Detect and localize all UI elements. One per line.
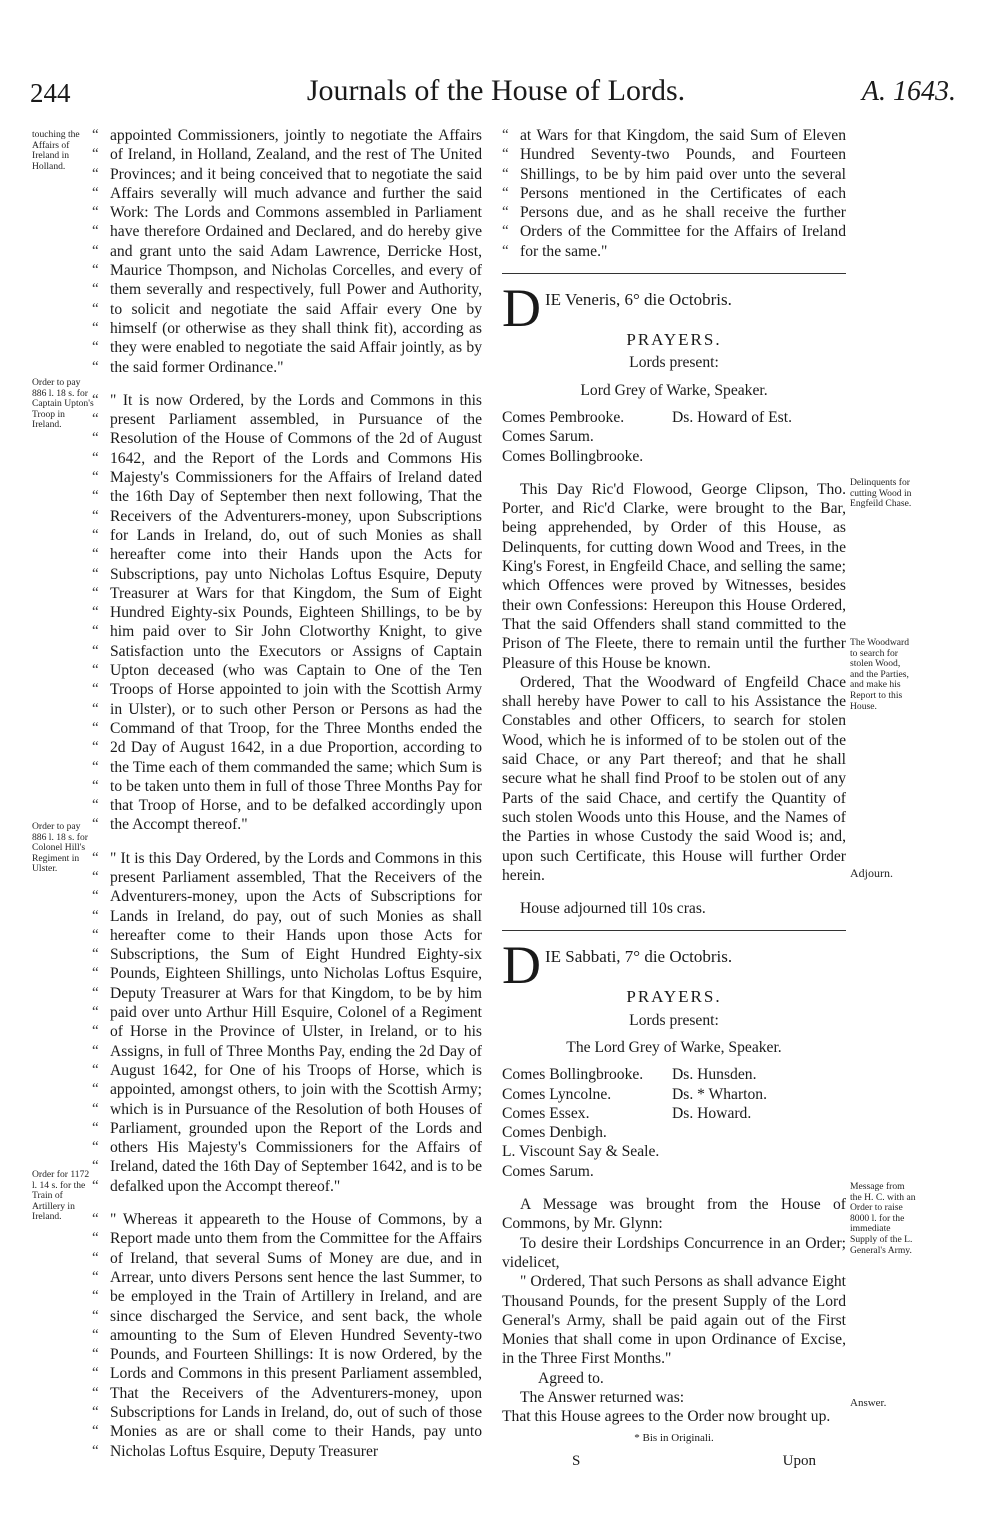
member: Comes Bollingbrooke. <box>502 1066 644 1084</box>
divider <box>502 930 846 931</box>
margin-note-ireland-holland: touching the Affairs of Ireland in Holland. <box>32 129 80 172</box>
margin-note-artillery: Order for 1172 l. 14 s. for the Train of Artillery in Ireland. <box>32 1169 90 1223</box>
message-intro: A Message was brought from the House of Commons, by Mr. Glynn: <box>502 1196 846 1233</box>
quote-marks: “ “ “ “ “ “ “ “ “ “ “ “ “ “ “ “ “ “ “ “ “ “ “ <box>92 391 99 833</box>
lords-present: Lords present: <box>629 354 719 372</box>
catchwords <box>502 1448 846 1471</box>
right-column <box>502 126 846 1471</box>
member: Ds. Hunsden. <box>672 1066 757 1084</box>
signature-mark: S <box>572 1452 581 1469</box>
year: A. 1643. <box>861 76 956 107</box>
order-text: " Ordered, That such Persons as shall advance Eight Thousand Pounds, for the present Supply of the Lord General's Army, shall be paid again out of the First Monies that shall come in upon Ordinance of Excise, in the Three First Months." <box>502 1273 846 1368</box>
delinquents-paragraph: This Day Ric'd Flowood, George Clipson, Tho. Porter, and Ric'd Clarke, were brought to the Bar, being apprehended, by Order of this House, as Delinquents, for cutting down Wood and Trees, in the King's Forest, in Engfeild Chace, and selling the same; which Offences were proved by Witnesses, besides their own Confessions: Hereupon this House Ordered, That the said Offenders shall stand committed to the Prison of The Fleete, there to remain until the further Pleasure of this House be known. <box>502 480 846 672</box>
member-viscount: L. Viscount Say & Seale. <box>502 1143 660 1161</box>
member: Comes Bollingbrooke. <box>502 447 644 465</box>
margin-note-answer: Answer. <box>850 1397 887 1409</box>
sitting-saturday <box>502 935 846 1426</box>
speaker: Lord Grey of Warke, Speaker. <box>580 381 768 399</box>
artillery-continuation <box>502 126 846 261</box>
left-column <box>92 126 482 1461</box>
member: Comes Denbigh. <box>502 1124 607 1142</box>
artillery-order-paragraph <box>92 1210 482 1461</box>
margin-note-adjourn: Adjourn. <box>850 866 893 880</box>
member: Comes Essex. <box>502 1104 590 1122</box>
margin-note-delinquents: Delinquents for cutting Wood in Engfeild Chase. <box>850 477 912 510</box>
speaker: The Lord Grey of Warke, Speaker. <box>566 1038 782 1056</box>
member: Comes Sarum. <box>502 428 594 446</box>
divider <box>502 273 846 274</box>
running-title: Journals of the House of Lords. <box>306 74 686 107</box>
upton-order-paragraph <box>92 391 482 835</box>
continuation-text: at Wars for that Kingdom, the said Sum of Eleven Hundred Seventy-two Pounds, and Fourteen Shillings, to be by him paid over unto the several Persons mentioned in the Certificates of each Persons due, and as he shall receive the further Orders of the Committee for the Affairs of Ireland for the same." <box>520 127 846 260</box>
sitting-friday <box>502 278 846 918</box>
quote-marks: “ “ “ “ “ “ “ <box>502 127 509 259</box>
agreed-to: Agreed to. <box>538 1369 604 1387</box>
footnote: * Bis in Originali. <box>634 1431 714 1444</box>
dropcap: D <box>502 278 541 339</box>
quote-marks: “ “ “ “ “ “ “ “ “ “ “ “ “ <box>92 127 99 375</box>
answer-intro: The Answer returned was: <box>520 1389 685 1407</box>
member: Ds. Howard of Est. <box>672 408 792 426</box>
upton-order-text: " It is now Ordered, by the Lords and Commons in this present Parliament assembled, in Pursuance of the Resolution of the House of Commons of the 2d of August 1642, and the Report of the Lords and Commons His Majesty's Commissioners for the Affairs of Ireland dated the 16th Day of September then next following, That the Receivers of the Adventurers-money, upon Subscriptions for Lands in Ireland, do, out of such Monies as shall hereafter come into their Hands upon the Acts for Subscriptions, pay unto Nicholas Loftus Esquire, Deputy Treasurer at Wars for that Kingdom, the Sum of Eight Hundred Eighty-six Pounds, Eighteen Shillings, to be by him paid over to Sir John Clotworthy Knight, to give Satisfaction unto the Executors or Assigns of Captain Upton deceased (who was Captain to One of the Ten Troops of Horse appointed to join with the Scottish Army in Ulster), or to such other Person or Persons as had the Command of that Troop, for the Three Months ended the 2d Day of August 1642, in a due Proportion, according to the Time each of them commanded the same; which Sum is to be taken unto them in full of those Three Months Pay for that Troop of Horse, and to be defalked accordingly upon the Accompt thereof." <box>110 391 482 834</box>
member-sarum: Comes Sarum. <box>502 1162 594 1180</box>
margin-note-woodward: The Woodward to search for stolen Wood, and the Parties, and make his Report to this House. <box>850 637 909 712</box>
adjourned-line: House adjourned till 10s cras. <box>520 900 706 918</box>
answer-text: That this House agrees to the Order now brought up. <box>502 1408 831 1426</box>
sitting-date: IE Sabbati, 7° die Octobris. <box>545 947 733 967</box>
quote-marks: “ “ “ “ “ “ “ “ “ “ “ “ “ <box>92 1211 99 1459</box>
member: Ds. * Wharton. <box>672 1085 767 1103</box>
sitting-date: IE Veneris, 6° die Octobris. <box>545 290 732 310</box>
message-desire: To desire their Lordships Concurrence in an Order; videlicet, <box>502 1234 846 1271</box>
hill-order-paragraph <box>92 849 482 1196</box>
margin-note-message: Message from the H. C. with an Order to raise 8000 l. for the immediate Supply of the L. General's Army. <box>850 1181 916 1256</box>
margin-note-upton-troop: Order to pay 886 l. 18 s. for Captain Upton's Troop in Ireland. <box>32 377 94 431</box>
hill-order-text: " It is this Day Ordered, by the Lords and Commons in this present Parliament assembled, That the Receivers of the Adventurers-money, upon the Acts of Subscriptions for Lands in Ireland, do pay, out of such Monies as shall hereafter come to their Hands upon those Acts for Subscriptions, the Sum of Eight Hundred Eighty-six Pounds, Eighteen Shillings, unto Nicholas Loftus Esquire, Deputy Treasurer at Wars for that Kingdom, to be by him paid over unto Arthur Hill Esquire, Colonel of a Regiment of Horse in the Province of Ulster, in Ireland, or to his Assigns, in full of Three Months Pay, ending the 2d Day of August 1642, for One of his Troops of Horse, which is appointed, amongst others, to join with the Scottish Army; which is in Pursuance of the Resolution of both Houses of Parliament, grounded upon the Report of the Lords and others His Majesty's Commissioners for the Affairs of Ireland, dated the 16th Day of September 1642, and is to be defalked upon the Accompt thereof." <box>110 849 482 1195</box>
prayers-heading: PRAYERS. <box>626 330 722 350</box>
artillery-order-text: " Whereas it appeareth to the House of Commons, by a Report made unto them from the Committee for the Affairs of Ireland, that several Sums of Money are due, and in Arrear, unto divers Persons sent hence the last Summer, to be employed in the Train of Artillery in Ireland, and are since discharged the Service, and sent back, the whole amounting to the Sum of Eleven Hundred Seventy-two Pounds, and Fourteen Shillings: It is now Ordered, by the Lords and Commons in this present Parliament assembled, That the Receivers of the Adventurers-money, upon Subscriptions for Lands in Ireland, do, out of such of those Monies as are or shall come to their Hands, pay unto Nicholas Loftus Esquire, Deputy Treasurer <box>110 1211 482 1460</box>
woodward-paragraph: Ordered, That the Woodward of Engfeild Chace shall hereby have Power to call to his Assistance the Constables and other Officers, to search for stolen Wood, which he is informed of to be stolen out of the said Chace, or any Part thereof; and that he shall secure what he shall find Proof to be stolen out of any Parts of the said Chace, and certify the Quantity of such stolen Woods unto this House, and the Names of the Parties in whose Custody the said Wood is; and, upon such Certificate, this House will further Order herein. <box>502 673 846 884</box>
page-number: 244 <box>30 78 71 108</box>
members-list <box>502 1065 846 1142</box>
ordinance-paragraph <box>92 126 482 377</box>
lords-present: Lords present: <box>629 1011 719 1029</box>
quote-marks: “ “ “ “ “ “ “ “ “ “ “ “ “ “ “ “ “ “ <box>92 849 99 1194</box>
prayers-heading: PRAYERS. <box>626 987 722 1007</box>
margin-note-hill-regiment: Order to pay 886 l. 18 s. for Colonel Hill's Regiment in Ulster. <box>32 821 88 875</box>
catchword: Upon <box>782 1452 816 1469</box>
member: Comes Lyncolne. <box>502 1085 612 1103</box>
dropcap: D <box>502 935 541 996</box>
members-list <box>502 408 846 466</box>
ordinance-text: appointed Commissioners, jointly to negotiate the Affairs of Ireland, in Holland, Zealand, and the rest of The United Provinces; and it being conceived that to negotiate the said Affairs severally will much advance and further the said Work: The Lords and Commons assembled in Parliament have therefore Ordained and Declared, and do hereby give and grant unto the said Adam Lawrence, Derricke Host, Maurice Thompson, and Nicholas Corcelles, and every of them severally and respectively, full Power and Authority, to solicit and negotiate the said Affair every One by himself (or otherwise as they shall think fit), according as they were enabled to negotiate the said Affair jointly, as by the said former Ordinance." <box>110 127 482 376</box>
member: Comes Pembrooke. <box>502 408 625 426</box>
member: Ds. Howard. <box>672 1104 752 1122</box>
